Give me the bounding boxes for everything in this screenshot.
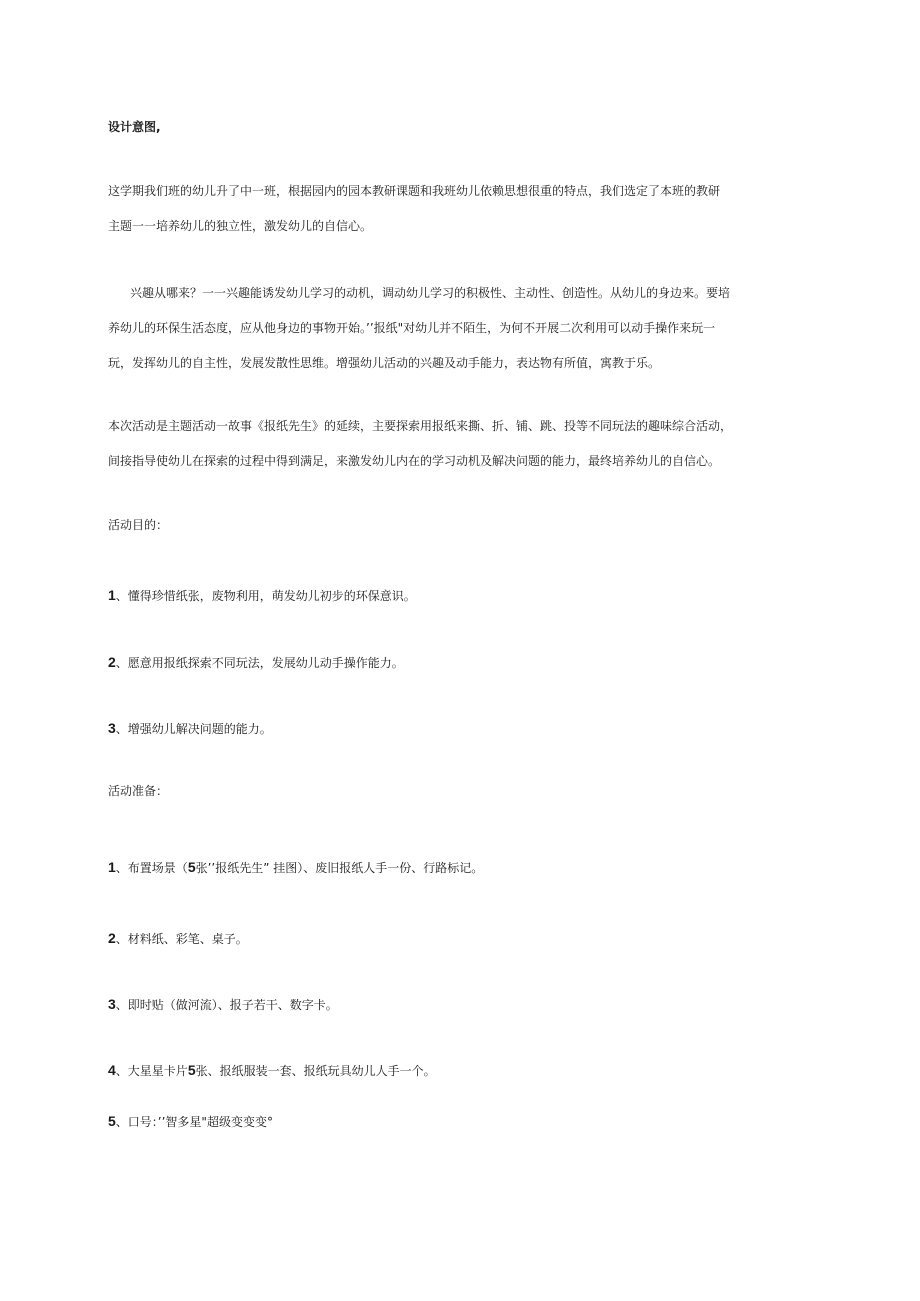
list-item-text: 、即时贴（做河流）、报子若干、数字卡。 <box>115 998 338 1012</box>
paragraph-line: 兴趣从哪来？一一兴趣能诱发幼儿学习的动机，调动幼儿学习的积极性、主动性、创造性。从幼儿的身边来。要培 <box>130 286 731 300</box>
list-number: 1 <box>108 859 116 875</box>
list-item-text: 、大星星卡片 <box>115 1064 188 1078</box>
prep-heading: 活动准备： <box>108 784 169 798</box>
paragraph-line: 间接指导使幼儿在探索的过程中得到满足，来激发幼儿内在的学习动机及解决问题的能力，最终培养幼儿的自信心。 <box>108 454 721 468</box>
goal-item-1 <box>108 578 802 614</box>
prep-item-5 <box>108 1104 802 1140</box>
design-intent-paragraph-1 <box>108 174 802 244</box>
list-number: 1 <box>108 587 116 603</box>
list-item-text: 、增强幼儿解决问题的能力。 <box>115 722 272 736</box>
prep-item-1 <box>108 850 802 886</box>
list-item-text: 、懂得珍惜纸张，废物利用，萌发幼儿初步的环保意识。 <box>115 589 416 603</box>
design-intent-paragraph-3 <box>108 409 802 479</box>
list-item-text: 张’’报纸先生” 挂图）、废旧报纸人手一份、行路标记。 <box>195 861 484 875</box>
list-item-text: 、材料纸、彩笔、桌子。 <box>115 932 248 946</box>
list-item-text: 张、报纸服装一套、报纸玩具幼儿人手一个。 <box>195 1064 436 1078</box>
list-item-text: 、口号：’’智多星"超级变变变° <box>115 1115 273 1129</box>
goals-heading: 活动目的： <box>108 518 169 532</box>
list-number: 2 <box>108 930 116 946</box>
list-number: 3 <box>108 720 116 736</box>
paragraph-line: 玩，发挥幼儿的自主性，发展发散性思维。增强幼儿活动的兴趣及动手能力，表达物有所值，寓教于乐。 <box>108 356 661 370</box>
paragraph-line: 这学期我们班的幼儿升了中一班，根据园内的园本教研课题和我班幼儿依赖思想很重的特点，我们选定了本班的教研 <box>108 184 721 198</box>
paragraph-line: 本次活动是主题活动一故事《报纸先生》的延续，主要探索用报纸来撕、折、铺、跳、投等不同玩法的趣味综合活动， <box>108 419 733 433</box>
design-intent-heading: 设计意图, <box>108 120 161 134</box>
inline-number: 5 <box>187 1062 196 1078</box>
goal-item-3 <box>108 711 802 747</box>
goal-item-2 <box>108 645 802 681</box>
list-number: 4 <box>108 1062 116 1078</box>
list-number: 2 <box>108 654 116 670</box>
paragraph-line: 养幼儿的环保生活态度，应从他身边的事物开始。’’报纸"对幼儿并不陌生，为何不开展二次利用可以动手操作来玩一 <box>108 321 716 335</box>
paragraph-line: 主题一一培养幼儿的独立性，激发幼儿的自信心。 <box>108 219 373 233</box>
list-item-text: 、布置场景（ <box>115 861 188 875</box>
list-number: 3 <box>108 996 116 1012</box>
list-item-text: 、愿意用报纸探索不同玩法，发展幼儿动手操作能力。 <box>115 656 404 670</box>
prep-item-2 <box>108 921 802 957</box>
inline-number: 5 <box>187 859 196 875</box>
prep-item-3 <box>108 987 802 1023</box>
list-number: 5 <box>108 1113 116 1129</box>
prep-item-4 <box>108 1053 802 1089</box>
design-intent-paragraph-2 <box>108 276 802 381</box>
